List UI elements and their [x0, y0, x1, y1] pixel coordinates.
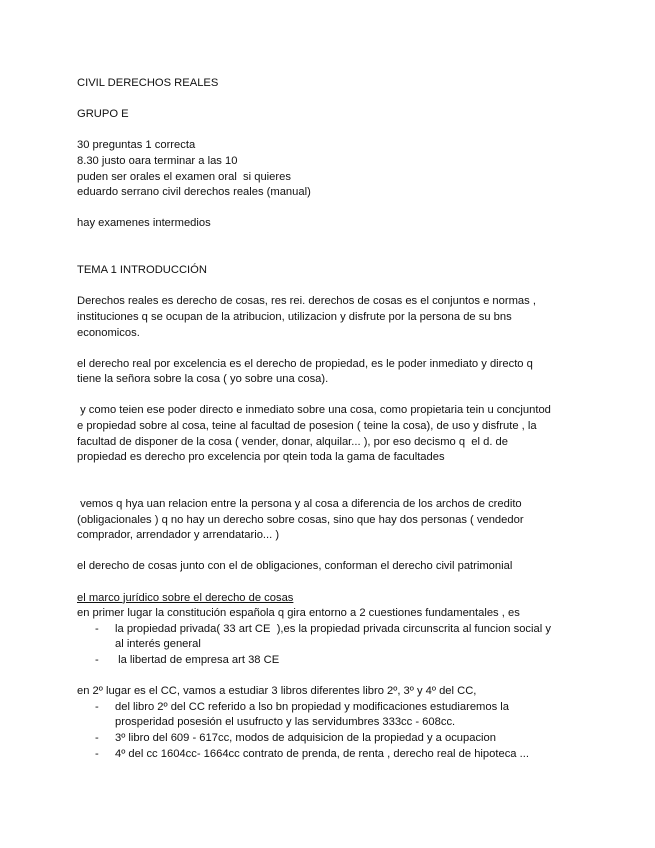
list-item-line: 3º libro del 609 - 617cc, modos de adquisicion de la propiedad y a ocupacion [115, 731, 496, 744]
paragraph-line: (obligacionales ) q no hay un derecho sobre cosas, sino que hay dos personas ( vendedor [77, 513, 524, 526]
marco-intro: en primer lugar la constitución española q gira entorno a 2 cuestiones fundamentales , es [77, 607, 520, 620]
paragraph-line: el derecho de cosas junto con el de obligaciones, conforman el derecho civil patrimonial [77, 560, 513, 573]
paragraph-line: vemos q hya uan relacion entre la persona y al cosa a diferencia de los archos de credito [77, 498, 522, 511]
paragraph-line: el derecho real por excelencia es el derecho de propiedad, es le poder inmediato y directo q [77, 357, 533, 370]
paragraph-line: y como teien ese poder directo e inmediato sobre una cosa, como propietaria tein u concjuntod [77, 404, 551, 417]
list-item-line: la libertad de empresa art 38 CE [115, 653, 280, 666]
marco-list [77, 622, 587, 669]
list-item [77, 653, 587, 669]
intermedios-note: hay examenes intermedios [77, 217, 211, 230]
paragraph-line: economicos. [77, 326, 140, 339]
list-item-line: 4º del cc 1604cc- 1664cc contrato de prenda, de renta , derecho real de hipoteca ... [115, 747, 529, 760]
list-item [77, 700, 587, 731]
group-label: GRUPO E [77, 108, 129, 121]
list-item [77, 747, 587, 763]
list-item [77, 622, 587, 653]
paragraph [77, 403, 587, 465]
dash-bullet: - [95, 731, 99, 744]
paragraph-line: instituciones q se ocupan de la atribucion, utilizacion y disfrute por la persona de su bns [77, 310, 512, 323]
paragraph-line: e propiedad sobre al cosa, teine al facultad de posesion ( teine la cosa), de uso y disfrute , la [77, 420, 537, 433]
dash-bullet: - [95, 653, 99, 666]
document-title: CIVIL DERECHOS REALES [77, 77, 219, 89]
cc-intro: en 2º lugar es el CC, vamos a estudiar 3 libros diferentes libro 2º, 3º y 4º del CC, [77, 685, 477, 698]
list-item [77, 731, 587, 747]
info-line: 8.30 justo oara terminar a las 10 [77, 154, 238, 167]
list-item-line: del libro 2º del CC referido a lso bn propiedad y modificaciones estudiaremos la [115, 700, 509, 713]
list-item-line: al interés general [115, 638, 201, 651]
dash-bullet: - [95, 622, 99, 635]
cc-list [77, 700, 587, 762]
paragraph [77, 497, 587, 544]
info-line: eduardo serrano civil derechos reales (manual) [77, 186, 311, 199]
info-line: puden ser orales el examen oral si quieres [77, 170, 291, 183]
info-line: 30 preguntas 1 correcta [77, 139, 196, 152]
list-item-line: la propiedad privada( 33 art CE ),es la propiedad privada circunscrita al funcion social y [115, 622, 551, 635]
marco-section [77, 591, 587, 669]
paragraph [77, 559, 587, 575]
paragraph [77, 294, 587, 341]
paragraph-line: comprador, arrendador y arrendatario... ) [77, 529, 280, 542]
paragraph-line: facultad de disponer de la cosa ( vender, donar, alquilar... ), por eso decismo q el d. de [77, 435, 508, 448]
dash-bullet: - [95, 700, 99, 713]
paragraph-line: Derechos reales es derecho de cosas, res rei. derechos de cosas es el conjuntos e normas , [77, 295, 536, 308]
paragraph-line: propiedad es derecho pro excelencia por qtein toda la gama de facultades [77, 451, 445, 464]
cc-section [77, 684, 587, 762]
document-page [77, 76, 587, 762]
paragraph-line: tiene la señora sobre la cosa ( yo sobre una cosa). [77, 373, 329, 386]
list-item-line: prosperidad posesión el usufructo y las servidumbres 333cc - 608cc. [115, 716, 456, 729]
dash-bullet: - [95, 747, 99, 760]
tema-title: TEMA 1 INTRODUCCIÓN [77, 264, 207, 277]
paragraph [77, 357, 587, 388]
exam-info [77, 138, 587, 200]
marco-heading: el marco jurídico sobre el derecho de cosas [77, 591, 294, 604]
